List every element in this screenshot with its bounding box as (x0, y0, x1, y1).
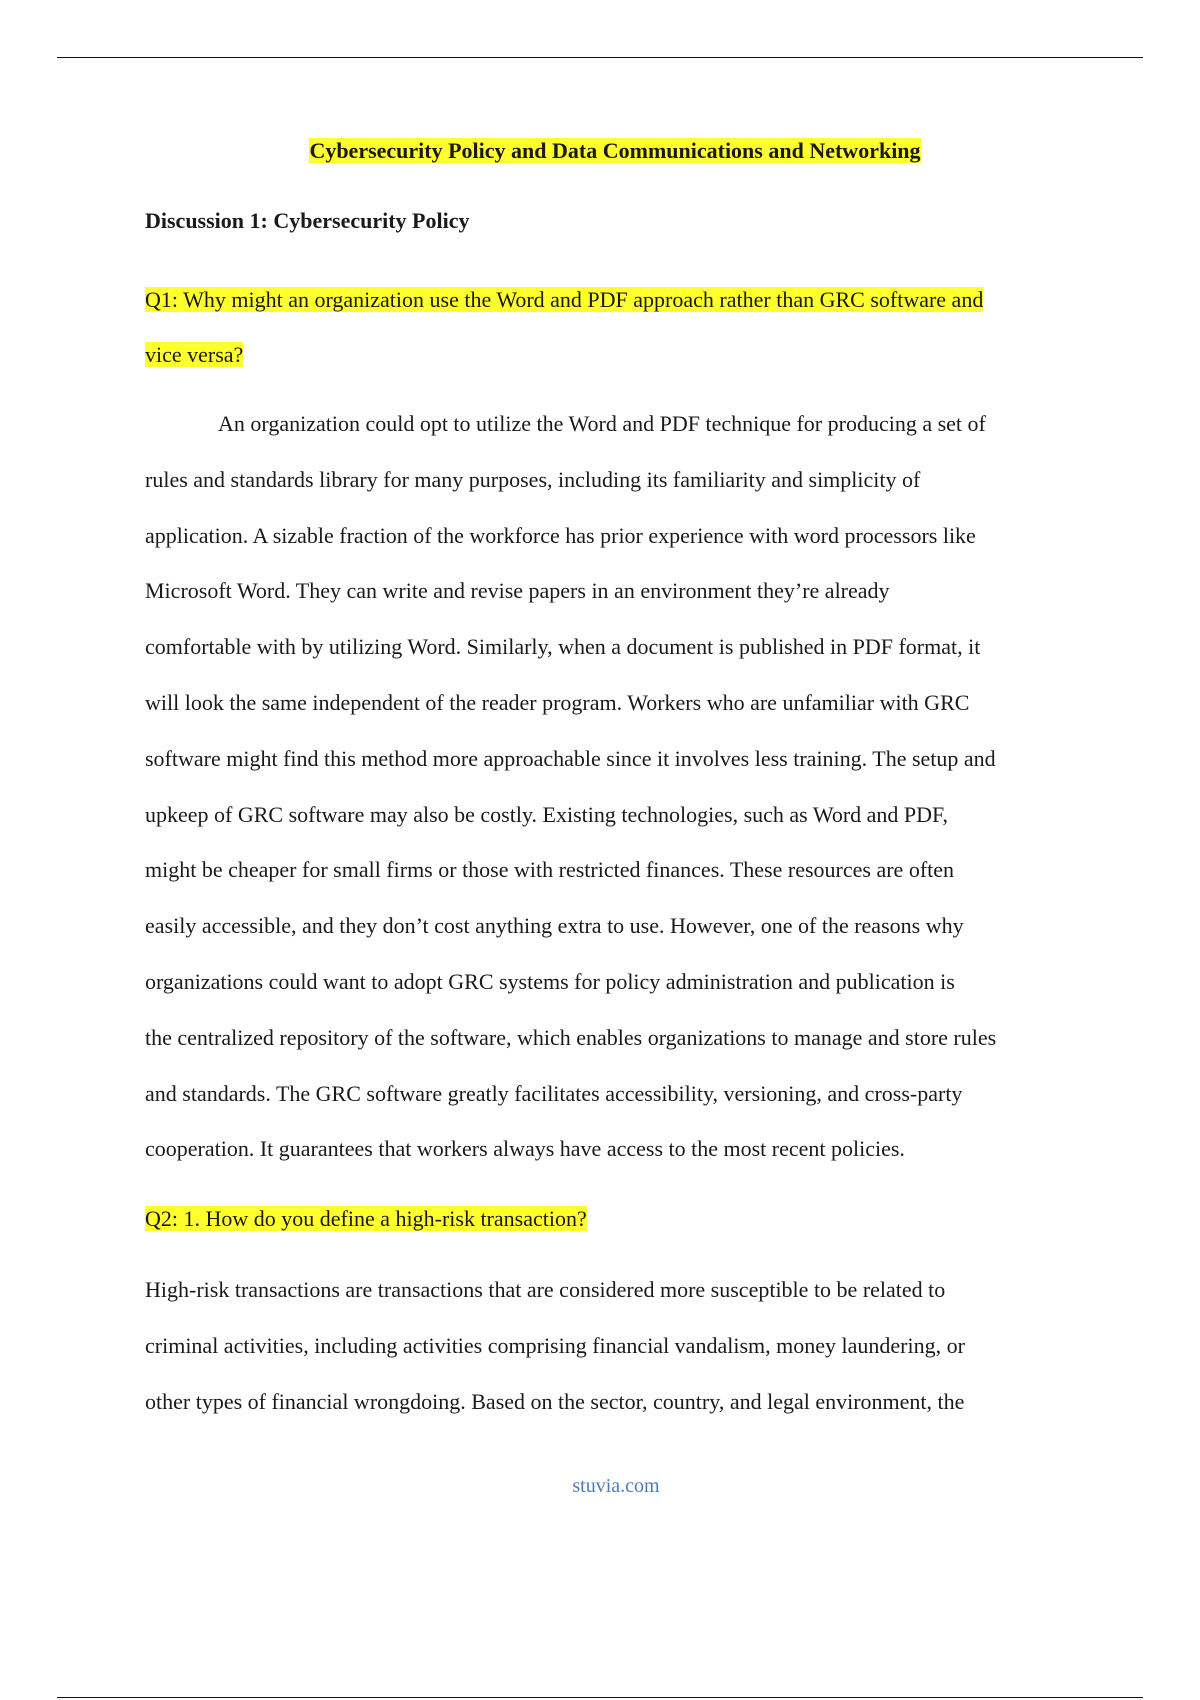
question-1-line: Q1: Why might an organization use the Word and PDF approach rather than GRC software and (145, 287, 984, 312)
answer-1-line: Microsoft Word. They can write and revise papers in an environment they’re already (145, 578, 890, 604)
answer-2-line: other types of financial wrongdoing. Based on the sector, country, and legal environment, the (145, 1388, 965, 1414)
section-heading: Discussion 1: Cybersecurity Policy (145, 208, 470, 233)
answer-1-line: the centralized repository of the software, which enables organizations to manage and store rules (145, 1024, 997, 1050)
footer-source-link[interactable]: stuvia.com (572, 1475, 660, 1497)
answer-2-line: criminal activities, including activities comprising financial vandalism, money laundering, or (145, 1332, 965, 1358)
answer-1 (145, 396, 1085, 1177)
question-2-line: Q2: 1. How do you define a high-risk transaction? (145, 1206, 587, 1232)
answer-1-line: organizations could want to adopt GRC systems for policy administration and publication is (145, 968, 955, 994)
answer-1-line: easily accessible, and they don’t cost anything extra to use. However, one of the reasons why (145, 913, 964, 939)
answer-1-line: will look the same independent of the reader program. Workers who are unfamiliar with GRC (145, 689, 970, 715)
footer-rule (57, 1697, 1143, 1698)
document-title-text: Cybersecurity Policy and Data Communications and Networking (309, 138, 921, 163)
answer-1-line: software might find this method more approachable since it involves less training. The setup and (145, 745, 996, 771)
question-1 (145, 272, 1085, 382)
answer-1-line: cooperation. It guarantees that workers always have access to the most recent policies. (145, 1136, 905, 1162)
question-2 (145, 1191, 1085, 1246)
answer-1-line: application. A sizable fraction of the workforce has prior experience with word processors like (145, 522, 976, 548)
question-1-line: vice versa? (145, 342, 244, 367)
answer-1-line: and standards. The GRC software greatly facilitates accessibility, versioning, and cross-party (145, 1080, 963, 1106)
answer-1-line: An organization could opt to utilize the Word and PDF technique for producing a set of (218, 411, 986, 436)
answer-1-line: upkeep of GRC software may also be costly. Existing technologies, such as Word and PDF, (145, 801, 949, 827)
answer-1-line: rules and standards library for many purposes, including its familiarity and simplicity of (145, 466, 921, 492)
answer-1-line: might be cheaper for small firms or those with restricted finances. These resources are often (145, 857, 955, 883)
document-title (145, 130, 1085, 172)
answer-1-line: comfortable with by utilizing Word. Similarly, when a document is published in PDF format, it (145, 634, 981, 660)
answer-2-line: High-risk transactions are transactions that are considered more susceptible to be related to (145, 1277, 946, 1303)
document-page (145, 130, 1085, 1430)
header-rule (57, 57, 1143, 58)
answer-2 (145, 1262, 1085, 1429)
